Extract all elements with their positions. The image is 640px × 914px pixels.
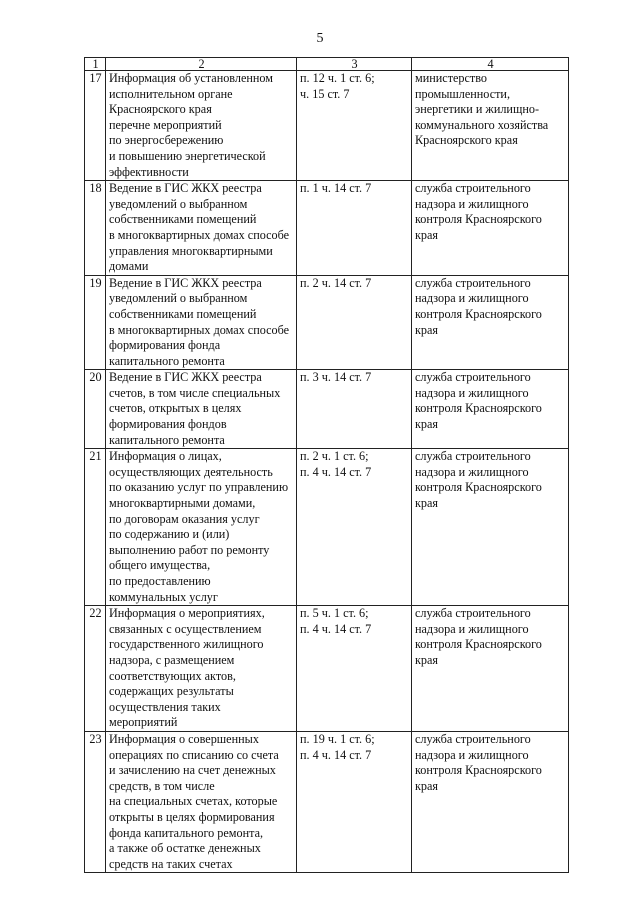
row-number: 21 [85, 449, 106, 606]
row-legal-basis: п. 2 ч. 1 ст. 6; п. 4 ч. 14 ст. 7 [297, 449, 412, 606]
row-responsible-body: служба строительного надзора и жилищного контроля Красноярского края [412, 449, 569, 606]
column-header-2: 2 [106, 58, 297, 71]
row-responsible-body: служба строительного надзора и жилищного контроля Красноярского края [412, 275, 569, 370]
row-responsible-body: служба строительного надзора и жилищного контроля Красноярского края [412, 606, 569, 732]
table-row [85, 275, 569, 370]
column-header-3: 3 [297, 58, 412, 71]
page-number: 5 [316, 31, 324, 46]
table-row [85, 731, 569, 872]
row-number: 17 [85, 71, 106, 181]
row-responsible-body: служба строительного надзора и жилищного контроля Красноярского края [412, 370, 569, 449]
table-row [85, 606, 569, 732]
row-description: Ведение в ГИС ЖКХ реестра счетов, в том числе специальных счетов, открытых в целях формирования фондов капитального ремонта [106, 370, 297, 449]
row-number: 22 [85, 606, 106, 732]
row-description: Информация о лицах, осуществляющих деятельность по оказанию услуг по управлению многоквартирными домами, по договорам оказания услуг по содержанию и (или) выполнению работ по ремонту общего имущества, по предоставлению коммунальных услуг [106, 449, 297, 606]
row-responsible-body: министерство промышленности, энергетики и жилищно- коммунального хозяйства Красноярского края [412, 71, 569, 181]
row-legal-basis: п. 12 ч. 1 ст. 6; ч. 15 ст. 7 [297, 71, 412, 181]
row-legal-basis: п. 2 ч. 14 ст. 7 [297, 275, 412, 370]
row-number: 18 [85, 181, 106, 276]
row-description: Информация о совершенных операциях по списанию со счета и зачислению на счет денежных средств, в том числе на специальных счетах, которые открыты в целях формирования фонда капитального ремонта, а также об остатке денежных средств на таких счетах [106, 731, 297, 872]
row-responsible-body: служба строительного надзора и жилищного контроля Красноярского края [412, 731, 569, 872]
table-header-row [85, 58, 569, 71]
data-table [84, 57, 569, 873]
row-description: Информация об установленном исполнительном органе Красноярского края перечне мероприятий по энергосбережению и повышению энергетической эффективности [106, 71, 297, 181]
column-header-1: 1 [85, 58, 106, 71]
row-legal-basis: п. 1 ч. 14 ст. 7 [297, 181, 412, 276]
table-row [85, 181, 569, 276]
row-description: Информация о мероприятиях, связанных с осуществлением государственного жилищного надзора, с размещением соответствующих актов, содержащих результаты осуществления таких мероприятий [106, 606, 297, 732]
row-description: Ведение в ГИС ЖКХ реестра уведомлений о выбранном собственниками помещений в многоквартирных домах способе управления многоквартирными домами [106, 181, 297, 276]
row-legal-basis: п. 5 ч. 1 ст. 6; п. 4 ч. 14 ст. 7 [297, 606, 412, 732]
table-row [85, 449, 569, 606]
row-description: Ведение в ГИС ЖКХ реестра уведомлений о выбранном собственниками помещений в многоквартирных домах способе формирования фонда капитального ремонта [106, 275, 297, 370]
row-number: 19 [85, 275, 106, 370]
row-number: 20 [85, 370, 106, 449]
row-number: 23 [85, 731, 106, 872]
table-row [85, 370, 569, 449]
row-legal-basis: п. 3 ч. 14 ст. 7 [297, 370, 412, 449]
row-responsible-body: служба строительного надзора и жилищного контроля Красноярского края [412, 181, 569, 276]
column-header-4: 4 [412, 58, 569, 71]
table-row [85, 71, 569, 181]
row-legal-basis: п. 19 ч. 1 ст. 6; п. 4 ч. 14 ст. 7 [297, 731, 412, 872]
